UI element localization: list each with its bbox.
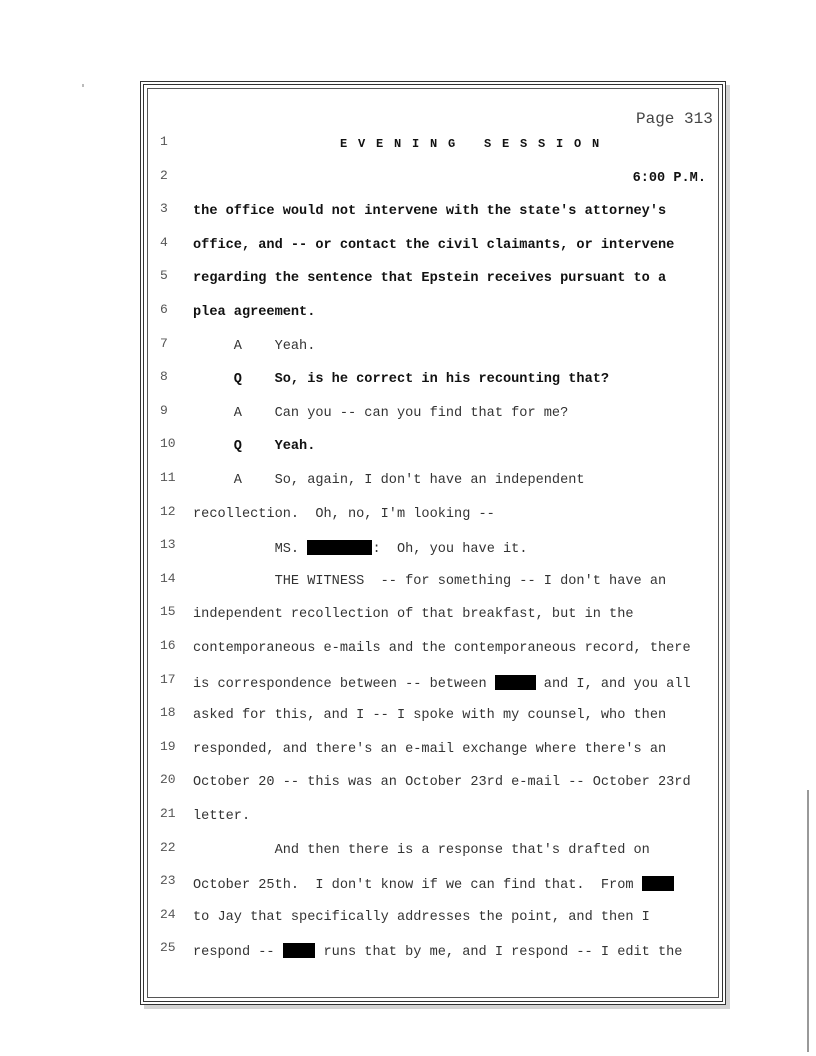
text-segment: runs that by me, and I respond -- I edit the <box>315 945 683 961</box>
scan-speck <box>82 84 84 87</box>
line-number: 7 <box>160 335 168 351</box>
transcript-line-text <box>193 305 315 320</box>
text-segment: A Can you -- can you find that for me? <box>193 405 569 421</box>
line-number: 3 <box>160 201 168 217</box>
text-segment: MS. <box>193 542 308 558</box>
transcript-line-text <box>193 742 666 757</box>
transcript-line-text <box>193 507 495 522</box>
text-segment: independent recollection of that breakfast, but in the <box>193 607 634 623</box>
transcript-line-text <box>193 574 666 589</box>
line-number: 8 <box>160 369 168 385</box>
text-segment: regarding the sentence that Epstein receives pursuant to a <box>193 271 667 287</box>
transcript-line-text <box>193 641 691 656</box>
text-segment: asked for this, and I -- I spoke with my counsel, who then <box>193 708 667 724</box>
text-segment: Q Yeah. <box>193 439 316 455</box>
transcript-line-text <box>193 473 585 488</box>
redaction-block <box>307 540 372 555</box>
transcript-line-text <box>193 775 691 790</box>
redaction-block <box>283 943 316 958</box>
line-number: 13 <box>160 537 176 553</box>
text-segment: And then there is a response that's drafted on <box>193 842 650 858</box>
text-segment: responded, and there's an e-mail exchange where there's an <box>193 741 667 757</box>
text-segment: recollection. Oh, no, I'm looking -- <box>193 506 495 522</box>
transcript-line-text <box>193 271 666 286</box>
line-number: 5 <box>160 268 168 284</box>
line-number: 19 <box>160 738 176 754</box>
line-number: 18 <box>160 705 176 721</box>
session-time <box>633 171 706 186</box>
line-number: 22 <box>160 839 176 855</box>
line-number: 9 <box>160 402 168 418</box>
line-number: 10 <box>160 436 176 452</box>
text-segment: to Jay that specifically addresses the point, and then I <box>193 909 650 925</box>
text-segment: THE WITNESS -- for something -- I don't have an <box>193 573 667 589</box>
line-number: 23 <box>160 873 176 889</box>
line-number: 17 <box>160 671 176 687</box>
transcript-line-text <box>193 910 650 925</box>
text-segment: EVENING SESSION <box>340 137 611 151</box>
line-number: 24 <box>160 906 176 922</box>
transcript-line-text <box>193 339 315 354</box>
transcript-line-text <box>193 439 315 454</box>
line-number: 20 <box>160 772 176 788</box>
transcript-line-text <box>193 607 634 622</box>
line-number: 6 <box>160 302 168 317</box>
transcript-line-text <box>193 708 666 723</box>
transcript-line-text <box>193 943 682 960</box>
transcript-line-text <box>193 406 568 421</box>
line-number: 25 <box>160 940 176 956</box>
redaction-block <box>642 876 675 891</box>
text-segment: contemporaneous e-mails and the contemporaneous record, there <box>193 641 691 656</box>
line-number: 11 <box>160 470 176 485</box>
page-number: Page 313 <box>636 110 713 128</box>
text-segment: A So, again, I don't have an independent <box>193 473 585 488</box>
text-segment: the office would not intervene with the state's attorney's <box>193 204 667 220</box>
text-segment: respond -- <box>193 945 283 961</box>
transcript-line-text <box>193 204 666 219</box>
transcript-line-text <box>193 843 650 858</box>
line-number: 12 <box>160 503 176 519</box>
text-segment: plea agreement. <box>193 305 316 320</box>
transcript-line-text <box>193 372 609 387</box>
line-number: 15 <box>160 604 176 620</box>
text-segment: and I, and you all <box>535 676 691 692</box>
transcript-line-text <box>193 809 250 824</box>
line-number: 2 <box>160 167 168 183</box>
line-number: 14 <box>160 570 176 586</box>
line-number: 21 <box>160 806 176 821</box>
redaction-block <box>495 675 536 690</box>
transcript-line-text <box>193 540 527 557</box>
text-segment: letter. <box>193 809 251 824</box>
transcript-line-text <box>193 238 674 253</box>
transcript-line-text <box>193 675 691 692</box>
scan-edge-line <box>807 790 809 1052</box>
line-number: 1 <box>160 134 168 149</box>
text-segment: is correspondence between -- between <box>193 676 495 692</box>
text-segment: A Yeah. <box>193 338 316 354</box>
line-number: 16 <box>160 638 176 653</box>
session-heading <box>340 137 610 151</box>
text-segment: October 20 -- this was an October 23rd e-mail -- October 23rd <box>193 775 691 791</box>
text-segment: : Oh, you have it. <box>372 542 528 558</box>
line-number: 4 <box>160 234 168 250</box>
text-segment: office, and -- or contact the civil claimants, or intervene <box>193 237 675 253</box>
text-segment: October 25th. I don't know if we can find that. From <box>193 878 642 894</box>
text-segment: 6:00 P.M. <box>632 170 706 186</box>
text-segment: Q So, is he correct in his recounting that? <box>193 372 610 388</box>
transcript-line-text <box>193 876 674 893</box>
